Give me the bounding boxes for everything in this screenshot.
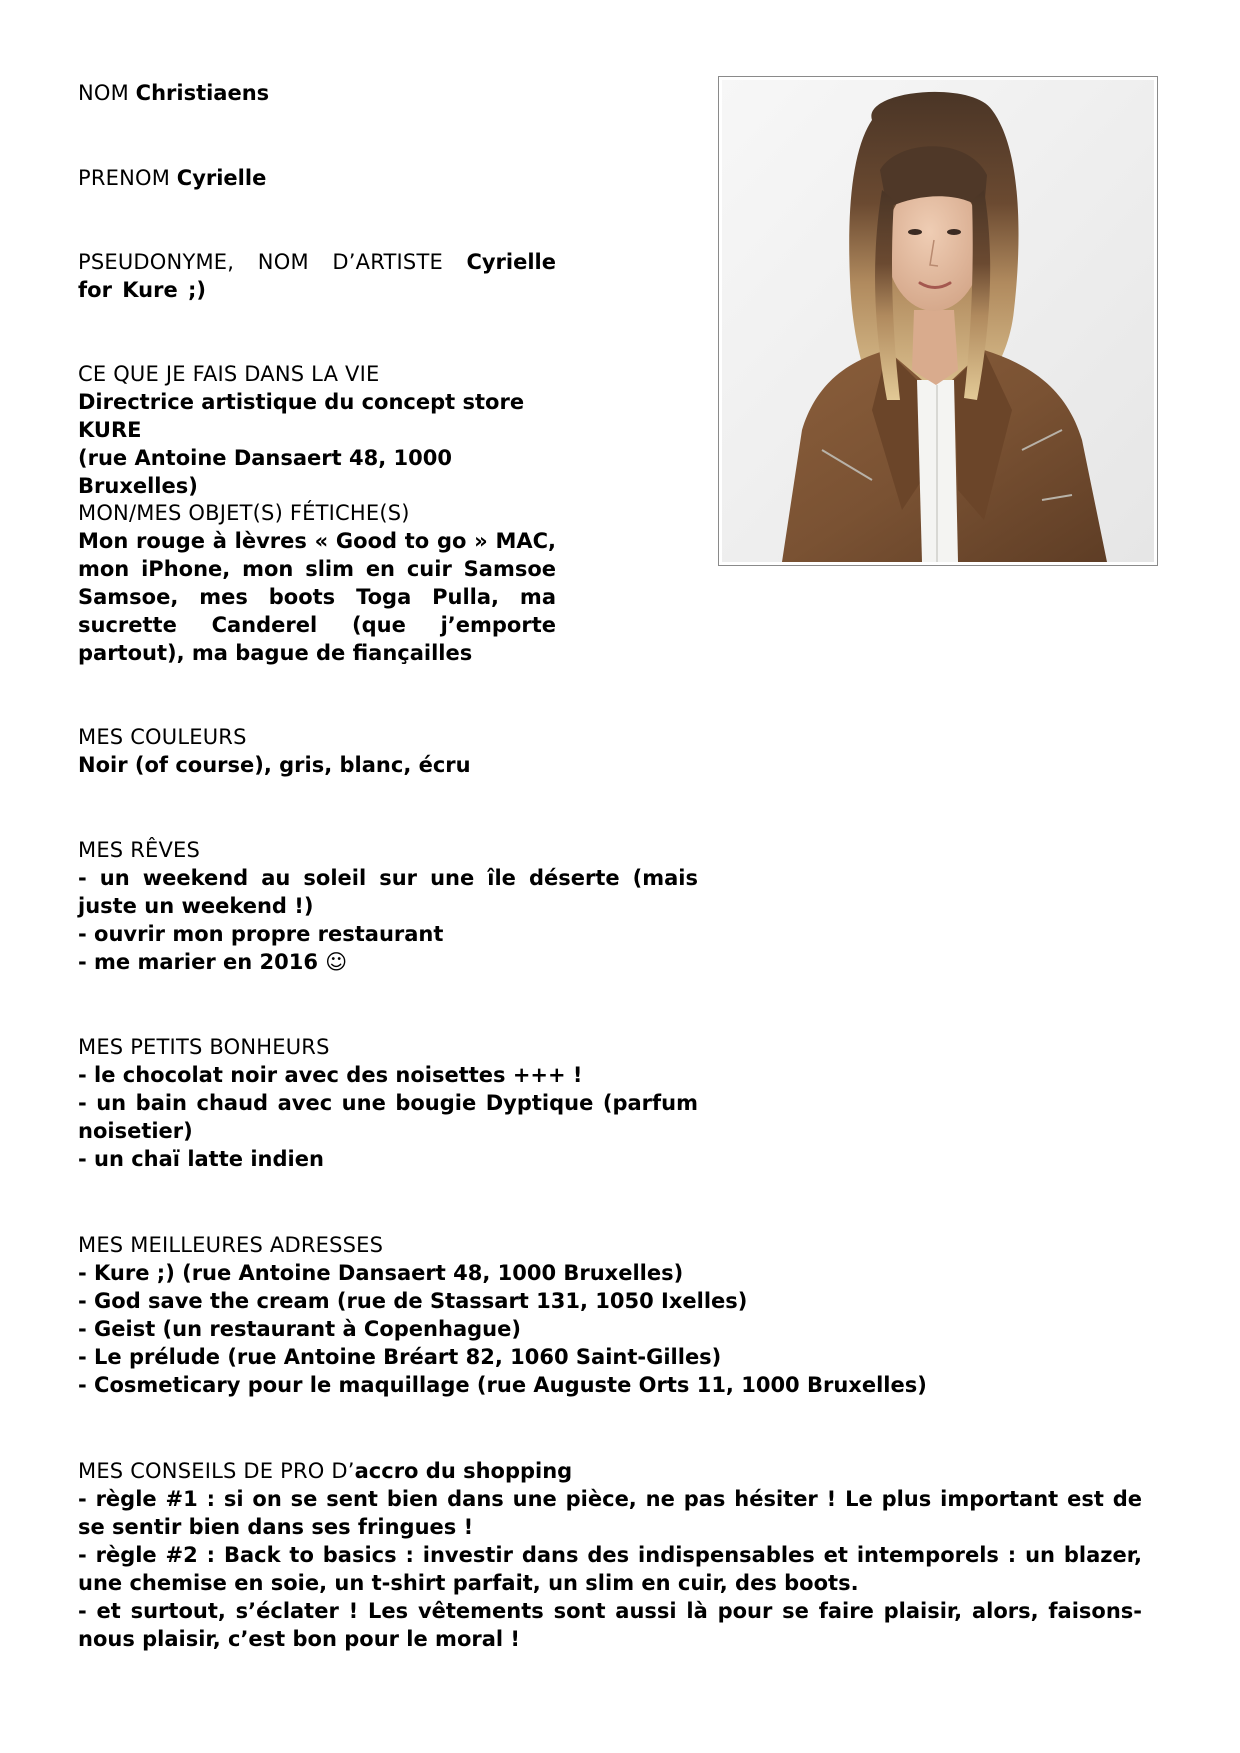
vie-label: CE QUE JE FAIS DANS LA VIE bbox=[78, 362, 380, 386]
field-vie bbox=[78, 360, 556, 500]
conseils-label-bold: accro du shopping bbox=[354, 1459, 573, 1483]
field-bonheurs bbox=[78, 1033, 698, 1173]
field-conseils bbox=[78, 1457, 1142, 1653]
couleurs-value: Noir (of course), gris, blanc, écru bbox=[78, 753, 471, 777]
nom-value: Christiaens bbox=[135, 81, 270, 105]
portrait-photo bbox=[722, 80, 1154, 562]
list-item: - règle #2 : Back to basics : investir dans des indispensables et intemporels : un blazer, une chemise en soie, un t-shirt parfait, un slim en cuir, des boots. bbox=[78, 1543, 1142, 1595]
list-item: - God save the cream (rue de Stassart 131, 1050 Ixelles) bbox=[78, 1289, 748, 1313]
vie-line: (rue Antoine Dansaert 48, 1000 Bruxelles) bbox=[78, 446, 452, 498]
field-couleurs bbox=[78, 723, 556, 779]
couleurs-label: MES COULEURS bbox=[78, 725, 247, 749]
list-item: - Geist (un restaurant à Copenhague) bbox=[78, 1317, 521, 1341]
field-objets bbox=[78, 499, 556, 667]
bonheurs-label: MES PETITS BONHEURS bbox=[78, 1035, 330, 1059]
list-item: - règle #1 : si on se sent bien dans une pièce, ne pas hésiter ! Le plus important est de se sentir bien dans ses fringues ! bbox=[78, 1487, 1142, 1539]
list-item: - ouvrir mon propre restaurant bbox=[78, 922, 444, 946]
list-item: - me marier en 2016 ☺ bbox=[78, 950, 348, 974]
field-prenom bbox=[78, 164, 556, 192]
list-item: - un weekend au soleil sur une île déserte (mais juste un weekend !) bbox=[78, 866, 698, 918]
list-item: - un bain chaud avec une bougie Dyptique (parfum noisetier) bbox=[78, 1091, 698, 1143]
objets-value: Mon rouge à lèvres « Good to go » MAC, mon iPhone, mon slim en cuir Samsoe Samsoe, mes boots Toga Pulla, ma sucrette Canderel (que j’emporte partout), ma bague de fiançailles bbox=[78, 529, 556, 665]
reves-label: MES RÊVES bbox=[78, 838, 201, 862]
pseudonyme-value: Cyrielle for Kure ;) bbox=[78, 250, 556, 302]
prenom-label: PRENOM bbox=[78, 166, 171, 190]
conseils-label: MES CONSEILS DE PRO D’ bbox=[78, 1459, 355, 1483]
adresses-label: MES MEILLEURES ADRESSES bbox=[78, 1233, 384, 1257]
list-item: - Kure ;) (rue Antoine Dansaert 48, 1000 Bruxelles) bbox=[78, 1261, 684, 1285]
list-item: - Le prélude (rue Antoine Bréart 82, 1060 Saint-Gilles) bbox=[78, 1345, 722, 1369]
conseils-heading bbox=[78, 1457, 1142, 1485]
field-reves bbox=[78, 836, 698, 976]
nom-label: NOM bbox=[78, 81, 129, 105]
list-item: - et surtout, s’éclater ! Les vêtements sont aussi là pour se faire plaisir, alors, faisons-nous plaisir, c’est bon pour le moral ! bbox=[78, 1599, 1142, 1651]
vie-line: Directrice artistique du concept store KURE bbox=[78, 390, 525, 442]
list-item: - le chocolat noir avec des noisettes +++ ! bbox=[78, 1063, 583, 1087]
field-nom bbox=[78, 79, 556, 107]
prenom-value: Cyrielle bbox=[176, 166, 267, 190]
field-adresses bbox=[78, 1231, 1142, 1399]
list-item: - un chaï latte indien bbox=[78, 1147, 324, 1171]
objets-label: MON/MES OBJET(S) FÉTICHE(S) bbox=[78, 501, 410, 525]
portrait-photo-frame bbox=[718, 76, 1158, 566]
list-item: - Cosmeticary pour le maquillage (rue Auguste Orts 11, 1000 Bruxelles) bbox=[78, 1373, 927, 1397]
field-pseudonyme bbox=[78, 248, 556, 304]
pseudonyme-label: PSEUDONYME, NOM D’ARTISTE bbox=[78, 250, 443, 274]
